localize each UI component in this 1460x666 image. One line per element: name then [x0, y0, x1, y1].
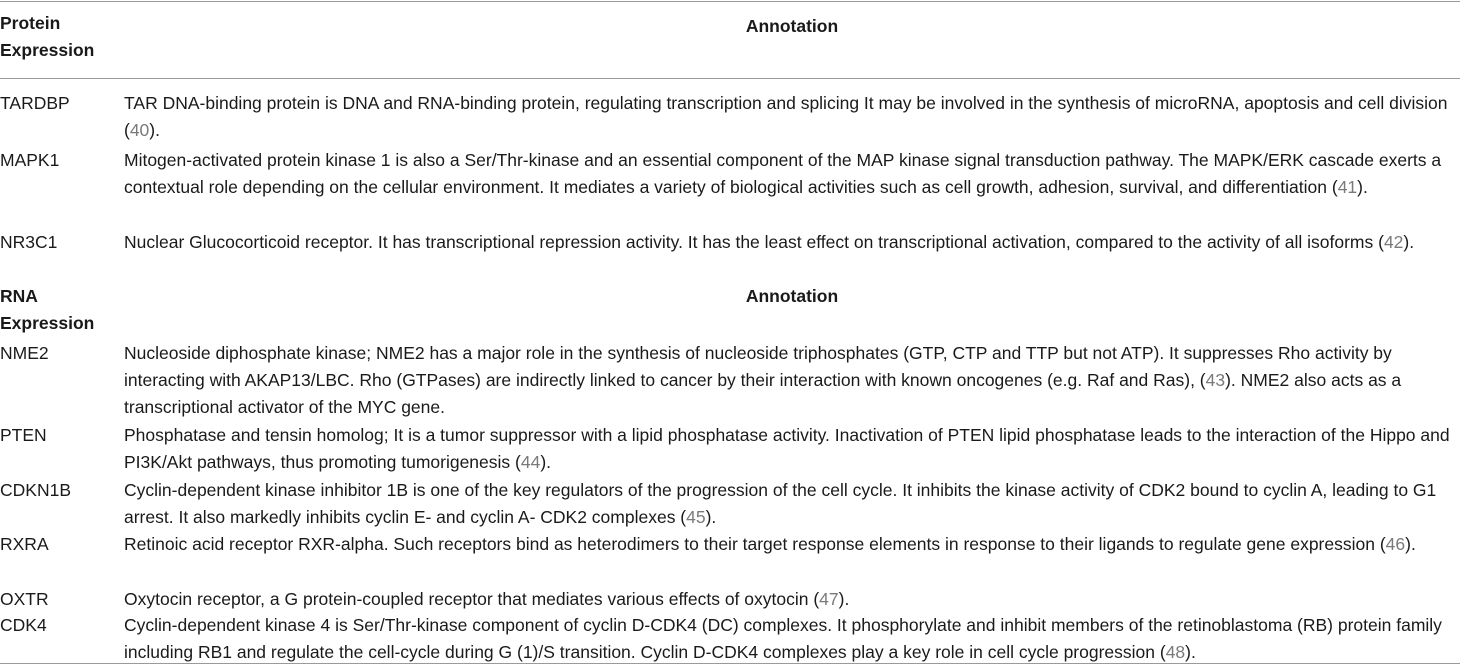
citation-link[interactable]: 47 [819, 589, 839, 609]
header-rule [0, 78, 1460, 79]
gene-name: CDKN1B [0, 480, 71, 500]
annotation-tail: ). [838, 589, 850, 609]
annotation-body: Mitogen-activated protein kinase 1 is also a Ser/Thr-kinase and an essential component of the MAP kinase signal transduction pathway. The MAPK/ERK cascade exerts a contextual role depending on the cellular environment. It mediates a variety of biological activities such as cell growth, adhesion, survival, and differentiation ( [124, 150, 1442, 197]
annotation-text [124, 586, 1460, 613]
gene-name: TARDBP [0, 93, 70, 113]
annotation-tail: ). [1403, 232, 1415, 252]
gene-name: PTEN [0, 425, 47, 445]
citation-link[interactable]: 42 [1383, 232, 1404, 252]
annotation-tail: ). [1185, 642, 1196, 662]
annotation-body: TAR DNA-binding protein is DNA and RNA-binding protein, regulating transcription and splicing It may be involved in the synthesis of microRNA, apoptosis and cell division ( [124, 93, 1448, 140]
citation-link[interactable]: 41 [1337, 177, 1358, 197]
table-top-rule [0, 1, 1460, 2]
citation-link[interactable]: 40 [129, 120, 150, 140]
annotation-text [124, 229, 1460, 256]
gene-name: CDK4 [0, 615, 47, 635]
header-protein-expression: Protein Expression [0, 13, 95, 60]
annotation-text [124, 531, 1460, 558]
annotation-body: Nucleoside diphosphate kinase; NME2 has a major role in the synthesis of nucleoside triphosphates (GTP, CTP and TTP but not ATP). It suppresses Rho activity by interacting with AKAP13/LBC. Rho (GTPases) are indirectly linked to cancer by their interaction with known oncogenes (e.g. Raf and Ras), ( [124, 343, 1392, 390]
annotation-tail: ). NME2 also acts as a transcriptional activator of the MYC gene. [124, 370, 1402, 417]
annotation-tail: ). [149, 120, 160, 140]
annotation-text [124, 340, 1460, 421]
annotation-tail: ). [705, 507, 717, 527]
gene-name: NME2 [0, 343, 49, 363]
annotation-tail: ). [1357, 177, 1368, 197]
annotation-body: Cyclin-dependent kinase inhibitor 1B is one of the key regulators of the progression of the cell cycle. It inhibits the kinase activity of CDK2 bound to cyclin A, leading to G1 arrest. It also markedly inhibits cyclin E- and cyclin A- CDK2 complexes ( [124, 480, 1437, 527]
gene-name: RXRA [0, 534, 49, 554]
header-annotation: Annotation [745, 286, 839, 306]
citation-link[interactable]: 45 [686, 507, 706, 527]
citation-link[interactable]: 43 [1205, 370, 1226, 390]
annotation-text [124, 477, 1460, 531]
citation-link[interactable]: 48 [1165, 642, 1186, 662]
annotation-text [124, 90, 1460, 144]
annotation-tail: ). [1405, 534, 1416, 554]
gene-name: OXTR [0, 589, 49, 609]
annotation-body: Cyclin-dependent kinase 4 is Ser/Thr-kinase component of cyclin D-CDK4 (DC) complexes. It phosphorylate and inhibit members of the retinoblastoma (RB) protein family including RB1 and regulate the cell-cycle during G (1)/S transition. Cyclin D-CDK4 complexes play a key role in cell cycle progression ( [124, 615, 1442, 662]
annotation-text [124, 147, 1460, 201]
gene-name: MAPK1 [0, 150, 60, 170]
annotation-text [124, 422, 1460, 476]
header-annotation: Annotation [745, 16, 839, 36]
annotation-body: Phosphatase and tensin homolog; It is a tumor suppressor with a lipid phosphatase activity. Inactivation of PTEN lipid phosphatase leads to the interaction of the Hippo and PI3K/Akt pathways, thus promoting tumorigenesis ( [124, 425, 1450, 472]
annotation-tail: ). [540, 452, 552, 472]
gene-name: NR3C1 [0, 232, 58, 252]
annotation-body: Nuclear Glucocorticoid receptor. It has transcriptional repression activity. It has the least effect on transcriptional activation, compared to the activity of all isoforms ( [124, 232, 1384, 252]
table-bottom-rule [0, 663, 1460, 664]
annotation-body: Oxytocin receptor, a G protein-coupled receptor that mediates various effects of oxytocin ( [124, 589, 820, 609]
annotation-body: Retinoic acid receptor RXR-alpha. Such receptors bind as heterodimers to their target response elements in response to their ligands to regulate gene expression ( [124, 534, 1386, 554]
annotation-text [124, 612, 1460, 666]
citation-link[interactable]: 46 [1385, 534, 1406, 554]
header-rna-expression: RNA Expression [0, 286, 95, 333]
citation-link[interactable]: 44 [520, 452, 541, 472]
